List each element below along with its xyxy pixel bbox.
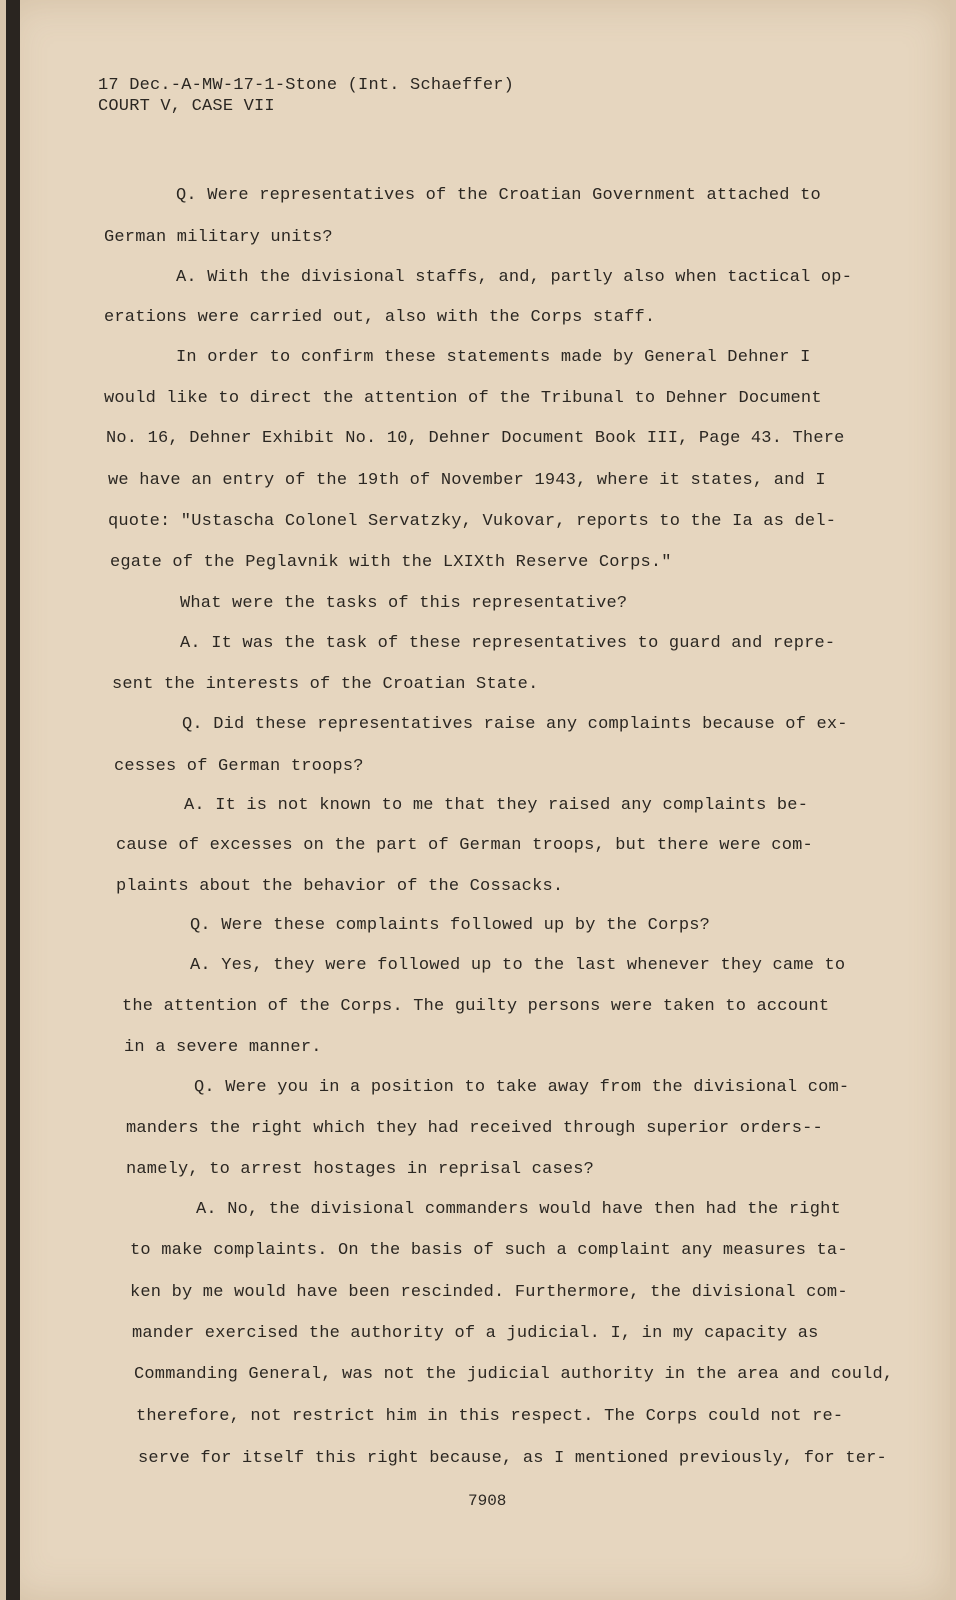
text-line: to make complaints. On the basis of such a complaint any measures ta- (130, 1241, 848, 1260)
text-line: A. It was the task of these representatives to guard and repre- (180, 634, 836, 653)
text-line: Q. Did these representatives raise any complaints because of ex- (182, 715, 848, 734)
text-line: No. 16, Dehner Exhibit No. 10, Dehner Document Book III, Page 43. There (106, 429, 845, 448)
text-line: Q. Were these complaints followed up by the Corps? (190, 916, 711, 935)
text-line: German military units? (104, 228, 333, 247)
text-line: A. No, the divisional commanders would have then had the right (196, 1200, 841, 1219)
text-line: therefore, not restrict him in this respect. The Corps could not re- (136, 1407, 844, 1426)
text-line: quote: "Ustascha Colonel Servatzky, Vukovar, reports to the Ia as del- (108, 512, 837, 531)
header-reference: 17 Dec.-A-MW-17-1-Stone (Int. Schaeffer) (98, 76, 515, 95)
text-line: egate of the Peglavnik with the LXIXth Reserve Corps." (110, 553, 672, 572)
text-line: mander exercised the authority of a judicial. I, in my capacity as (132, 1324, 819, 1343)
text-line: Q. Were representatives of the Croatian Government attached to (176, 186, 821, 205)
text-line: would like to direct the attention of the Tribunal to Dehner Document (104, 389, 822, 408)
text-line: Q. Were you in a position to take away from the divisional com- (194, 1078, 850, 1097)
text-line: ken by me would have been rescinded. Furthermore, the divisional com- (130, 1283, 848, 1302)
text-line: the attention of the Corps. The guilty persons were taken to account (122, 997, 830, 1016)
document-page (6, 0, 950, 1600)
text-line: cause of excesses on the part of German troops, but there were com- (116, 836, 813, 855)
text-line: A. Yes, they were followed up to the last whenever they came to (190, 956, 846, 975)
text-line: namely, to arrest hostages in reprisal cases? (126, 1160, 595, 1179)
header-court-case: COURT V, CASE VII (98, 97, 275, 116)
text-line: plaints about the behavior of the Cossacks. (116, 877, 564, 896)
text-line: What were the tasks of this representative? (180, 594, 628, 613)
text-line: sent the interests of the Croatian State. (112, 675, 539, 694)
text-line: A. With the divisional staffs, and, partly also when tactical op- (176, 268, 853, 287)
text-line: in a severe manner. (124, 1038, 322, 1057)
text-line: erations were carried out, also with the Corps staff. (104, 308, 656, 327)
page-number: 7908 (468, 1492, 507, 1510)
scan-edge (6, 0, 20, 1600)
text-line: A. It is not known to me that they raised any complaints be- (184, 796, 809, 815)
text-line: cesses of German troops? (114, 757, 364, 776)
text-line: manders the right which they had received through superior orders-- (126, 1119, 823, 1138)
text-line: serve for itself this right because, as I mentioned previously, for ter- (138, 1449, 887, 1468)
text-line: Commanding General, was not the judicial authority in the area and could, (134, 1365, 894, 1384)
text-line: In order to confirm these statements made by General Dehner I (176, 348, 811, 367)
text-line: we have an entry of the 19th of November 1943, where it states, and I (108, 471, 826, 490)
